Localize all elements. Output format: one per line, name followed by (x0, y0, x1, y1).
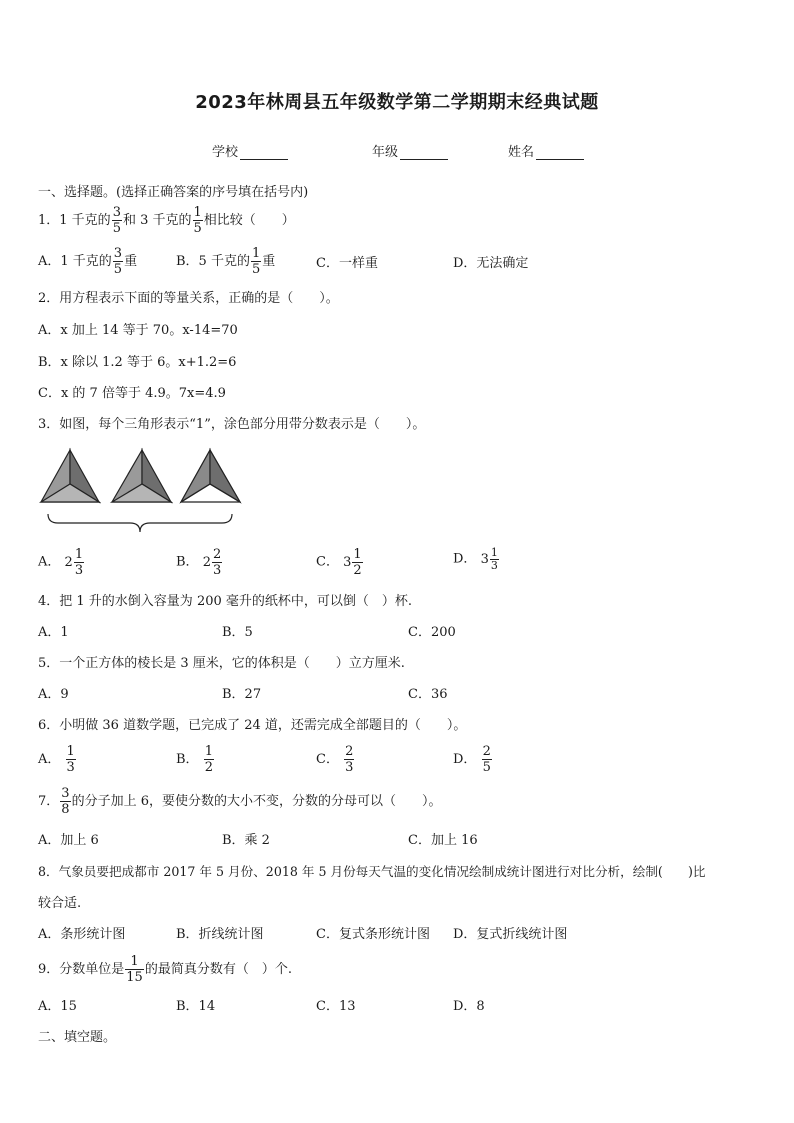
triangle-2 (112, 450, 171, 502)
question-3-option-b: B． 2 $\frac{2}{3}$ (176, 547, 222, 578)
question-7-option-c: C．加上 16 (408, 833, 478, 848)
page-title: 2023年林周县五年级数学第二学期期末经典试题 (195, 92, 599, 113)
question-3-option-c: C． 3 $\frac{1}{2}$ (316, 547, 362, 578)
question-8-option-a: A．条形统计图 (38, 927, 126, 942)
question-6-stem: 6．小明做 36 道数学题，已完成了 24 道，还需完成全部题目的（ ）。 (38, 718, 467, 733)
question-2-option-b: B．x 除以 1.2 等于 6。x+1.2=6 (38, 355, 237, 370)
question-6-option-c: C． $\frac{2}{3}$ (316, 744, 354, 775)
question-9-option-c: C．13 (316, 999, 356, 1014)
question-1-stem: 1．1 千克的 $\frac{3}{5}$ 和 3 千克的 $\frac{1}{5}$ 相比较（ ） (38, 205, 295, 236)
question-6-option-a: A． $\frac{1}{3}$ (38, 744, 75, 775)
question-9-option-d: D．8 (453, 999, 485, 1014)
question-8-stem: 8．气象员要把成都市 2017 年 5 月份、2018 年 5 月份每天气温的变化情况绘制成统计图进行对比分析，绘制( )比 (38, 864, 706, 879)
question-9-option-b: B．14 (176, 999, 216, 1014)
question-9-stem: 9．分数单位是 $\frac{1}{15}$ 的最简真分数有（ ）个. (38, 954, 292, 985)
question-3-stem: 3．如图，每个三角形表示“1”，涂色部分用带分数表示是（ ）。 (38, 417, 426, 432)
question-7-stem: 7． $\frac{3}{8}$ 的分子加上 6，要使分数的大小不变，分数的分母可以（ ）。 (38, 786, 442, 817)
grade-field: 年级 (372, 141, 448, 160)
question-3-option-d: D． 3 $\frac{1}{3}$ (453, 546, 498, 572)
question-2-option-a: A．x 加上 14 等于 70。x-14=70 (38, 323, 238, 338)
question-6-option-b: B． $\frac{1}{2}$ (176, 744, 213, 775)
question-5-option-c: C．36 (408, 687, 448, 702)
question-3-option-a: A． 2 $\frac{1}{3}$ (38, 547, 84, 578)
question-8-stem-continued: 较合适. (38, 896, 82, 911)
brace (48, 514, 232, 532)
question-4-option-c: C．200 (408, 625, 456, 640)
triangle-1 (41, 450, 99, 502)
question-8-option-b: B．折线统计图 (176, 927, 264, 942)
question-1-option-b: B．5 千克的 $\frac{1}{5}$ 重 (176, 246, 276, 277)
school-field: 学校 (212, 141, 288, 160)
question-4-stem: 4．把 1 升的水倒入容量为 200 毫升的纸杯中，可以倒（ ）杯. (38, 594, 413, 609)
question-2-option-c: C．x 的 7 倍等于 4.9。7x=4.9 (38, 386, 226, 401)
question-1-option-d: D．无法确定 (453, 256, 529, 271)
triangle-3 (181, 450, 240, 502)
question-7-option-a: A．加上 6 (38, 833, 99, 848)
fraction: $\frac{1}{5}$ (193, 205, 202, 236)
name-field: 姓名 (508, 141, 584, 160)
question-9-option-a: A．15 (38, 999, 77, 1014)
question-5-option-a: A．9 (38, 687, 69, 702)
section-heading: 一、选择题。(选择正确答案的序号填在括号内) (38, 185, 309, 200)
question-8-option-c: C．复式条形统计图 (316, 927, 430, 942)
question-8-option-d: D．复式折线统计图 (453, 927, 568, 942)
question-4-option-b: B．5 (222, 625, 253, 640)
question-5-stem: 5．一个正方体的棱长是 3 厘米，它的体积是（ ）立方厘米. (38, 656, 405, 671)
question-1-option-c: C．一样重 (316, 256, 378, 271)
question-2-stem: 2．用方程表示下面的等量关系，正确的是（ ）。 (38, 291, 339, 306)
question-5-option-b: B．27 (222, 687, 262, 702)
triangles-figure (38, 446, 248, 538)
question-6-option-d: D． $\frac{2}{5}$ (453, 744, 491, 775)
question-4-option-a: A．1 (38, 625, 69, 640)
section-heading-2: 二、填空题。 (38, 1030, 117, 1045)
fraction: $\frac{3}{5}$ (112, 205, 121, 236)
question-7-option-b: B．乘 2 (222, 833, 270, 848)
question-1-option-a: A．1 千克的 $\frac{3}{5}$ 重 (38, 246, 138, 277)
